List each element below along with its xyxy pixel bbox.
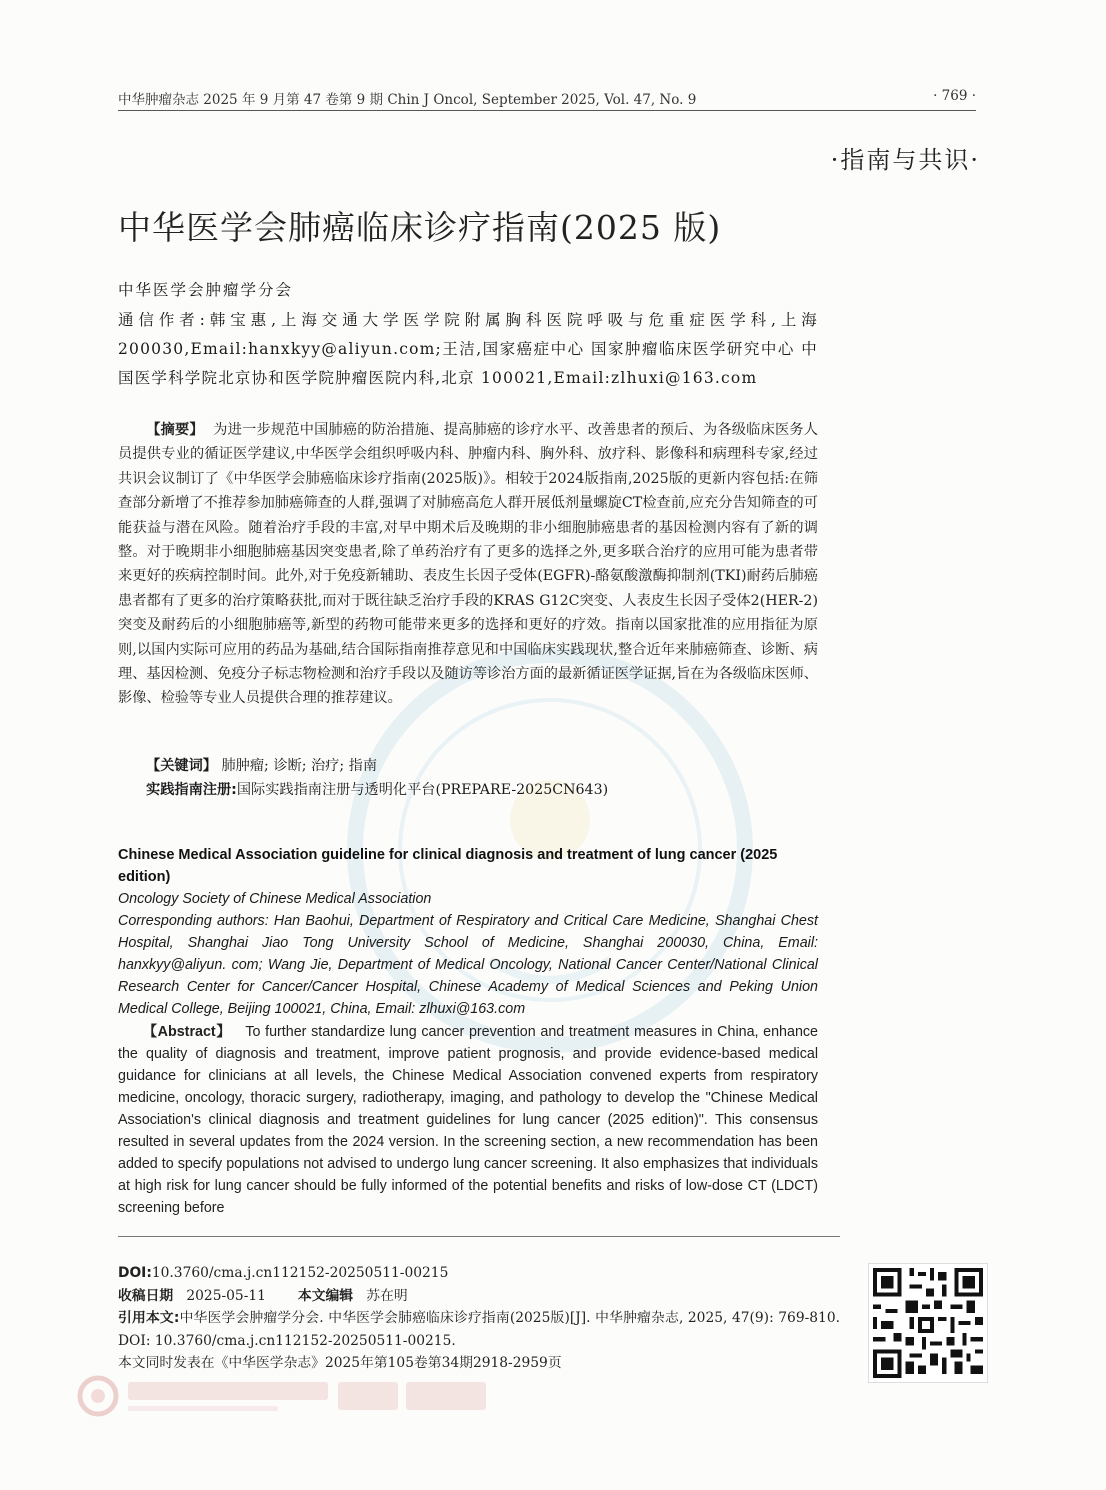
- running-header: [118, 88, 976, 108]
- footer-rule: [118, 1236, 840, 1237]
- doi-line: [118, 1262, 840, 1285]
- author-org-cn: 中华医学会肿瘤学分会: [118, 281, 294, 299]
- received-label: 收稿日期: [118, 1287, 174, 1304]
- keywords-cn: [146, 754, 377, 778]
- citation-line: [118, 1307, 840, 1352]
- publisher-logo-watermark: [76, 1374, 496, 1422]
- corresponding-authors-cn: 通信作者:韩宝惠,上海交通大学医学院附属胸科医院呼吸与危重症医学科,上海 200030,Email:hanxkyy@aliyun.com;王洁,国家癌症中心 国家肿瘤临床医学研究中心 中国医学科学院北京协和医学院肿瘤医院内科,北京 100021,Email:zlhuxi@163.com: [118, 311, 818, 387]
- received-editor-line: [118, 1285, 840, 1308]
- abstract-label-en: 【Abstract】: [142, 1024, 232, 1040]
- author-org-en: Oncology Society of Chinese Medical Association: [118, 891, 432, 907]
- page-number: · 769 ·: [933, 88, 976, 104]
- journal-citation-line: 中华肿瘤杂志 2025 年 9 月第 47 卷第 9 期 Chin J Oncol, September 2025, Vol. 47, No. 9: [118, 92, 697, 108]
- registry-cn: [146, 778, 608, 802]
- cite-label: 引用本文:: [118, 1310, 180, 1326]
- section-label: ·指南与共识·: [830, 146, 980, 174]
- qr-code-icon[interactable]: [868, 1263, 988, 1383]
- cite-text: 中华医学会肿瘤学分会. 中华医学会肺癌临床诊疗指南(2025版)[J]. 中华肿瘤杂志, 2025, 47(9): 769-810. DOI: 10.3760/cma.j.cn112152-20250511-00215.: [118, 1310, 840, 1349]
- doi-label: DOI:: [118, 1265, 152, 1281]
- received-date: 2025-05-11: [186, 1287, 266, 1304]
- corresponding-authors-en: Corresponding authors: Han Baohui, Department of Respiratory and Critical Care Medicine, Shanghai Chest Hospital, Shanghai Jiao Tong University School of Medicine, Shanghai 200030, China, Email: hanxkyy@aliyun. com; Wang Jie, Department of Medical Oncology, National Cancer Center/National Clinical Research Center for Cancer/Cancer Hospital, Chinese Academy of Medical Sciences and Peking Union Medical College, Beijing 100021, China, Email: zlhuxi@163.com: [118, 913, 818, 1017]
- page-title-cn: 中华医学会肺癌临床诊疗指南(2025 版): [118, 208, 722, 247]
- abstract-cn: [118, 418, 818, 711]
- registry-text-cn: 国际实践指南注册与透明化平台(PREPARE-2025CN643): [236, 782, 609, 798]
- doi-value[interactable]: 10.3760/cma.j.cn112152-20250511-00215: [151, 1265, 449, 1281]
- page-title-en: Chinese Medical Association guideline for clinical diagnosis and treatment of lung cancer (2025 edition): [118, 847, 778, 885]
- simultaneous-publication-line: 本文同时发表在《中华医学杂志》2025年第105卷第34期2918-2959页: [118, 1355, 562, 1371]
- keywords-label-cn: 【关键词】: [146, 758, 217, 774]
- abstract-text-en: To further standardize lung cancer prevention and treatment measures in China, enhance the quality of diagnosis and treatment, improve patient prognosis, and provide evidence-based medical guidance for clinicians at all levels, the Chinese Medical Association convened experts from respiratory medicine, oncology, thoracic surgery, radiotherapy, imaging, and pathology to develop the "Chinese Medical Association's clinical diagnosis and treatment guidelines for lung cancer (2025 edition)". This consensus resulted in several updates from the 2024 version. In the screening section, a new recommendation has been added to specify populations not advised to undergo lung cancer screening. It also emphasizes that individuals at high risk for lung cancer should be fully informed of the potential benefits and risks of low-dose CT (LDCT) screening before: [118, 1024, 819, 1216]
- abstract-label-cn: 【摘要】: [146, 422, 204, 438]
- keywords-text-cn: 肺肿瘤; 诊断; 治疗; 指南: [221, 758, 378, 774]
- editor-name: 苏在明: [366, 1287, 408, 1304]
- article-footer: [118, 1262, 840, 1375]
- header-rule: [118, 110, 976, 111]
- registry-label-cn: 实践指南注册:: [146, 782, 237, 798]
- editor-label: 本文编辑: [297, 1287, 354, 1304]
- abstract-en: [118, 1021, 818, 1219]
- abstract-text-cn: 为进一步规范中国肺癌的防治措施、提高肺癌的诊疗水平、改善患者的预后、为各级临床医务人员提供专业的循证医学建议,中华医学会组织呼吸内科、肿瘤内科、胸外科、放疗科、影像科和病理科专家,经过共识会议制订了《中华医学会肺癌临床诊疗指南(2025版)》。相较于2024版指南,2025版的更新内容包括:在筛查部分新增了不推荐参加肺癌筛查的人群,强调了对肺癌高危人群开展低剂量螺旋CT检查前,应充分告知筛查的可能获益与潜在风险。随着治疗手段的丰富,对早中期术后及晚期的非小细胞肺癌患者的基因检测内容有了新的调整。对于晚期非小细胞肺癌基因突变患者,除了单药治疗有了更多的选择之外,更多联合治疗的应用可能为患者带来更好的疾病控制时间。此外,对于免疫新辅助、表皮生长因子受体(EGFR)-酪氨酸激酶抑制剂(TKI)耐药后肺癌患者都有了更多的治疗策略获批,而对于既往缺乏治疗手段的KRAS G12C突变、人表皮生长因子受体2(HER-2)突变及耐药后的小细胞肺癌等,新型的药物可能带来更多的选择和更好的疗效。指南以国家批准的应用指征为原则,以国内实际可应用的药品为基础,结合国际指南推荐意见和中国临床实践现状,整合近年来肺癌筛查、诊断、病理、基因检测、免疫分子标志物检测和治疗手段以及随访等诊治方面的最新循证医学证据,旨在为各级临床医师、影像、检验等专业人员提供合理的推荐建议。: [118, 422, 818, 707]
